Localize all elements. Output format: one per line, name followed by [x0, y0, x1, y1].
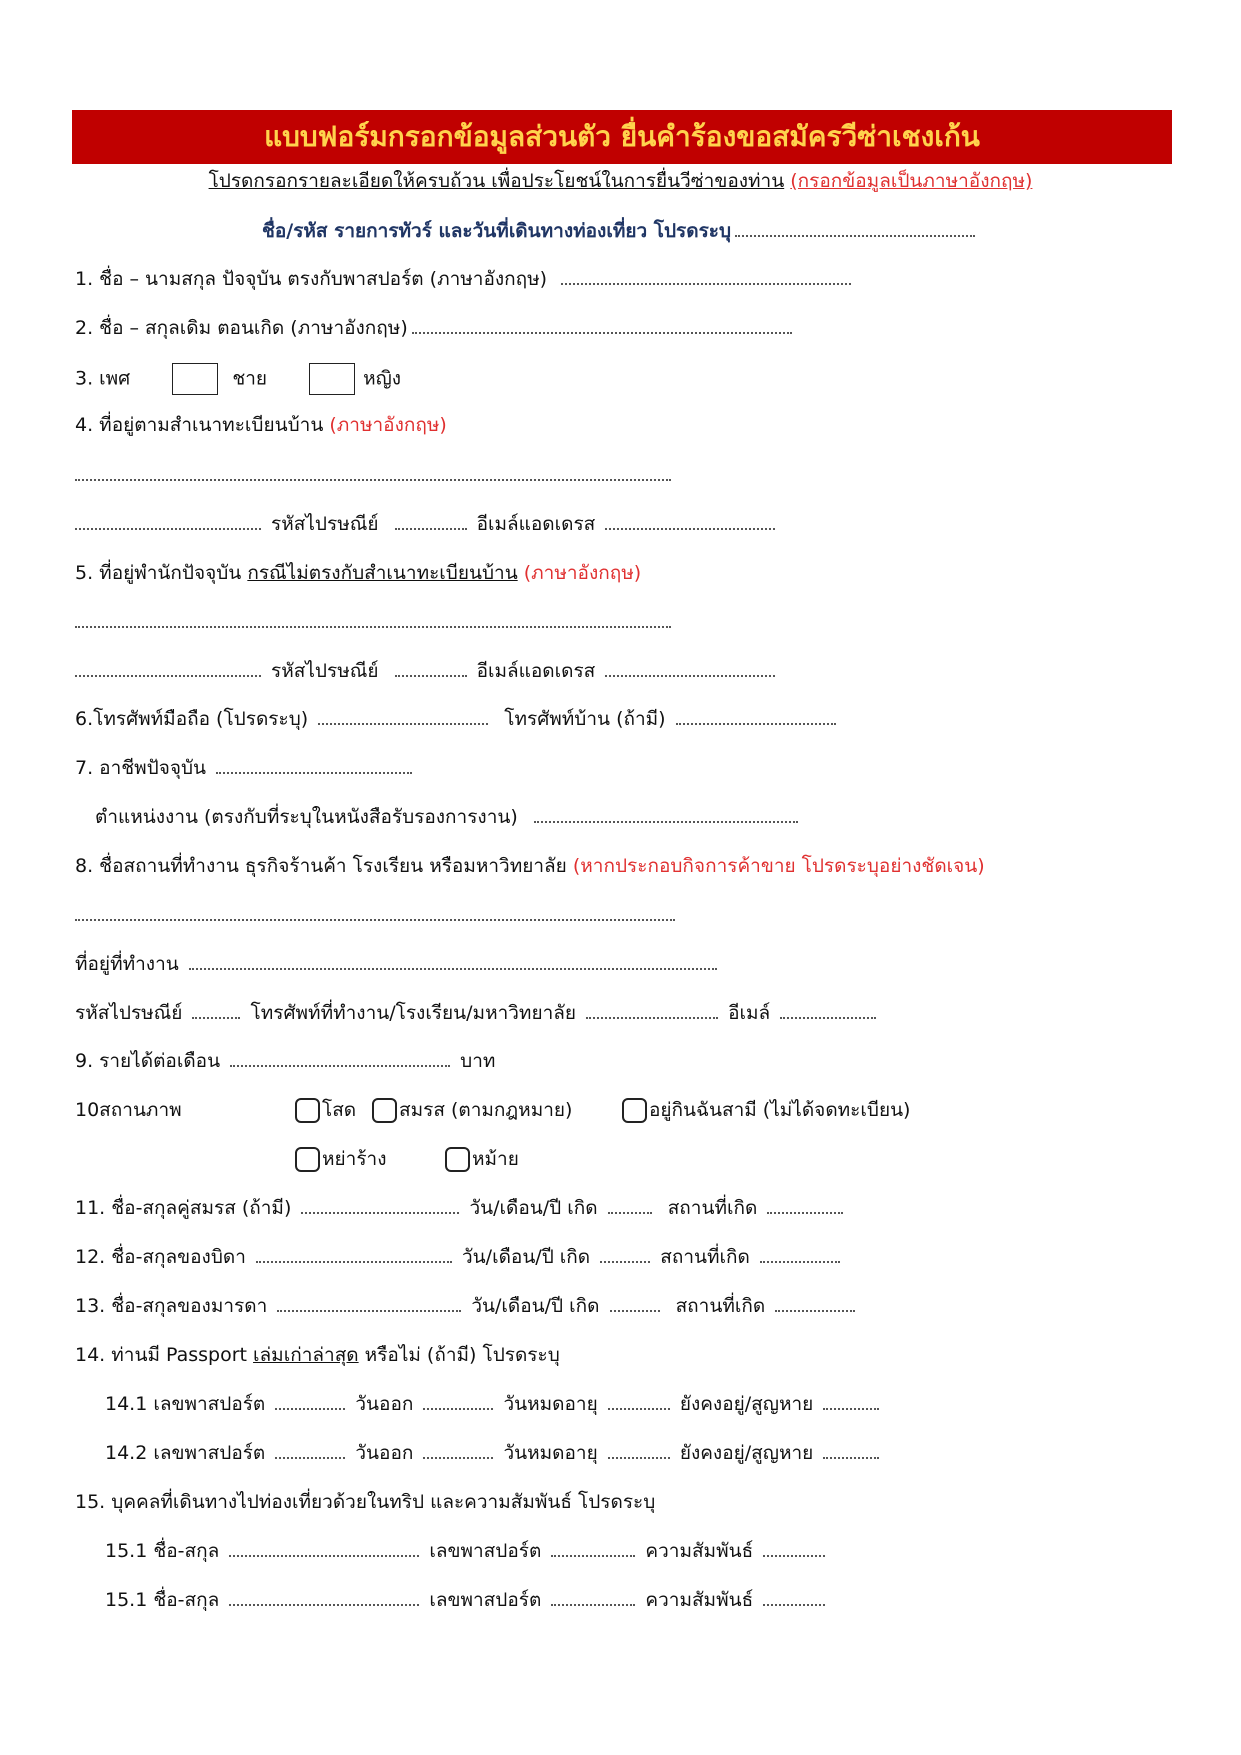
status-cohabit-label: อยู่กินฉันสามี (ไม่ได้จดทะเบียน): [649, 1099, 911, 1121]
q11-pob-field[interactable]: [767, 1208, 843, 1214]
q1-label: 1. ชื่อ – นามสกุล ปัจจุบัน ตรงกับพาสปอร์ต (ภาษาอังกฤษ): [75, 268, 548, 290]
q8-contact-line: [75, 1000, 880, 1026]
q5-address-field-2[interactable]: [75, 671, 261, 677]
q9-income-field[interactable]: [230, 1061, 450, 1067]
q7-position-label: ตำแหน่งงาน (ตรงกับที่ระบุในหนังสือรับรองการงาน): [95, 806, 518, 828]
companion-2-relation-label: ความสัมพันธ์: [645, 1589, 754, 1611]
q8-email-label: อีเมล์: [728, 1002, 771, 1024]
companion-2-passport-field[interactable]: [551, 1600, 635, 1606]
status-widowed-option[interactable]: [445, 1146, 519, 1172]
q11-dob-label: วัน/เดือน/ปี เกิด: [469, 1197, 598, 1219]
q5-underlined: กรณีไม่ตรงกับสำเนาทะเบียนบ้าน: [247, 562, 518, 584]
q5-email-label: อีเมล์แอดเดรส: [476, 660, 596, 682]
q11-pob-label: สถานที่เกิด: [667, 1197, 758, 1219]
question-8: [75, 853, 985, 879]
question-13: [75, 1293, 859, 1319]
q4-address-field-2[interactable]: [75, 524, 261, 530]
q6-home-field[interactable]: [676, 719, 836, 725]
question-1: [75, 266, 855, 292]
q4-postal-field[interactable]: [395, 524, 467, 530]
status-cohabit-checkbox[interactable]: [622, 1098, 647, 1123]
q8-name-field[interactable]: [75, 915, 675, 921]
q15-label: 15. บุคคลที่เดินทางไปท่องเที่ยวด้วยในทริป และความสัมพันธ์ โปรดระบุ: [75, 1491, 656, 1513]
passport-2-expiry-field[interactable]: [608, 1453, 670, 1459]
q12-dob-label: วัน/เดือน/ปี เกิด: [462, 1246, 591, 1268]
q13-name-field[interactable]: [277, 1306, 461, 1312]
q9-unit: บาท: [460, 1050, 496, 1072]
q10-label: 10สถานภาพ: [75, 1099, 182, 1121]
question-11: [75, 1195, 847, 1221]
q6-mobile-field[interactable]: [318, 719, 488, 725]
passport-2-status-label: ยังคงอยู่/สูญหาย: [679, 1442, 814, 1464]
q6-mobile-label: 6.โทรศัพท์มือถือ (โปรดระบุ): [75, 708, 309, 730]
status-single-label: โสด: [322, 1099, 357, 1121]
q12-dob-field[interactable]: [600, 1257, 650, 1263]
q5-postal-label: รหัสไปรษณีย์: [271, 660, 379, 682]
q8-label: 8. ชื่อสถานที่ทำงาน ธุรกิจร้านค้า โรงเรียน หรือมหาวิทยาลัย: [75, 855, 567, 877]
q13-pob-label: สถานที่เกิด: [675, 1295, 766, 1317]
q11-name-field[interactable]: [301, 1208, 459, 1214]
q14-post: หรือไม่ (ถ้ามี) โปรดระบุ: [364, 1344, 560, 1366]
status-married-option[interactable]: [372, 1097, 572, 1123]
q3-label: 3. เพศ: [75, 367, 131, 390]
status-divorced-checkbox[interactable]: [295, 1147, 320, 1172]
passport-2-number-label: 14.2 เลขพาสปอร์ต: [105, 1442, 266, 1464]
q5-address-field[interactable]: [75, 622, 671, 628]
q7-position-field[interactable]: [534, 817, 798, 823]
q12-pob-field[interactable]: [760, 1257, 840, 1263]
q5-email-field[interactable]: [605, 671, 775, 677]
q4-postal-email-line: [75, 511, 779, 537]
status-married-label: สมรส (ตามกฎหมาย): [399, 1099, 573, 1121]
question-9: [75, 1048, 495, 1074]
gender-female-label: หญิง: [363, 367, 402, 390]
subtitle-note: (กรอกข้อมูลเป็นภาษาอังกฤษ): [790, 170, 1033, 192]
q5-address-line: [75, 609, 675, 635]
form-title: แบบฟอร์มกรอกข้อมูลส่วนตัว ยื่นคำร้องขอสมัครวีซ่าเชงเก้น: [264, 120, 980, 153]
question-14: [75, 1342, 560, 1368]
status-widowed-label: หม้าย: [472, 1148, 519, 1170]
status-cohabit-option[interactable]: [622, 1097, 910, 1123]
q11-dob-field[interactable]: [608, 1208, 652, 1214]
passport-1-expiry-label: วันหมดอายุ: [503, 1393, 598, 1415]
q2-field[interactable]: [412, 328, 792, 334]
q13-dob-field[interactable]: [610, 1306, 660, 1312]
q8-work-address-field[interactable]: [189, 964, 717, 970]
status-widowed-checkbox[interactable]: [445, 1147, 470, 1172]
status-single-checkbox[interactable]: [295, 1098, 320, 1123]
status-married-checkbox[interactable]: [372, 1098, 397, 1123]
q12-label: 12. ชื่อ-สกุลของบิดา: [75, 1246, 246, 1268]
q8-note: (หากประกอบกิจการค้าขาย โปรดระบุอย่างชัดเจน): [572, 855, 985, 877]
companion-2-name-label: 15.1 ชื่อ-สกุล: [105, 1589, 220, 1611]
tour-info-line: [0, 218, 1241, 244]
question-3: [75, 363, 401, 395]
passport-1-issue-label: วันออก: [355, 1393, 414, 1415]
passport-1-status-label: ยังคงอยู่/สูญหาย: [679, 1393, 814, 1415]
passport-2-number-field[interactable]: [275, 1453, 345, 1459]
q8-postal-label: รหัสไปรษณีย์: [75, 1002, 183, 1024]
q7-position-line: [95, 804, 802, 830]
question-4: [75, 412, 447, 438]
companion-1-passport-label: เลขพาสปอร์ต: [429, 1540, 542, 1562]
q4-email-field[interactable]: [605, 524, 775, 530]
q4-address-line: [75, 462, 675, 488]
companion-row-1: [105, 1538, 829, 1564]
q4-note: (ภาษาอังกฤษ): [329, 414, 447, 436]
q8-email-field[interactable]: [780, 1013, 876, 1019]
question-7: [75, 755, 416, 781]
q13-label: 13. ชื่อ-สกุลของมารดา: [75, 1295, 268, 1317]
companion-1-name-field[interactable]: [229, 1551, 419, 1557]
companion-1-name-label: 15.1 ชื่อ-สกุล: [105, 1540, 220, 1562]
q8-address-line: [75, 951, 721, 977]
q7-field[interactable]: [216, 768, 412, 774]
tour-info-label: ชื่อ/รหัส รายการทัวร์ และวันที่เดินทางท่องเที่ยว โปรดระบุ: [261, 220, 732, 242]
q5-note: (ภาษาอังกฤษ): [523, 562, 642, 584]
passport-1-issue-field[interactable]: [423, 1404, 493, 1410]
q8-name-line: [75, 902, 679, 928]
q12-name-field[interactable]: [256, 1257, 452, 1263]
q4-email-label: อีเมล์แอดเดรส: [476, 513, 596, 535]
q1-field[interactable]: [561, 279, 851, 285]
passport-2-expiry-label: วันหมดอายุ: [503, 1442, 598, 1464]
form-title-banner: [72, 110, 1172, 164]
passport-2-issue-label: วันออก: [355, 1442, 414, 1464]
q2-label: 2. ชื่อ – สกุลเดิม ตอนเกิด (ภาษาอังกฤษ): [75, 317, 408, 339]
q8-postal-field[interactable]: [192, 1013, 240, 1019]
question-5: [75, 560, 641, 586]
companion-1-relation-field[interactable]: [763, 1551, 825, 1557]
gender-male-checkbox[interactable]: [172, 363, 218, 395]
q8-work-address-label: ที่อยู่ที่ทำงาน: [75, 953, 179, 975]
q12-pob-label: สถานที่เกิด: [660, 1246, 750, 1268]
companion-2-relation-field[interactable]: [763, 1600, 825, 1606]
q4-label: 4. ที่อยู่ตามสำเนาทะเบียนบ้าน: [75, 414, 324, 436]
question-15: [75, 1489, 655, 1515]
gender-male-label: ชาย: [232, 367, 268, 390]
q14-underlined: เล่มเก่าล่าสุด: [253, 1344, 359, 1366]
question-2: [75, 315, 796, 341]
q14-pre: 14. ท่านมี Passport: [75, 1344, 247, 1366]
q13-dob-label: วัน/เดือน/ปี เกิด: [471, 1295, 600, 1317]
form-subtitle: [0, 168, 1241, 194]
q8-work-phone-label: โทรศัพท์ที่ทำงาน/โรงเรียน/มหาวิทยาลัย: [250, 1002, 577, 1024]
tour-info-field[interactable]: [735, 231, 975, 237]
passport-2-issue-field[interactable]: [423, 1453, 493, 1459]
q4-address-field[interactable]: [75, 475, 671, 481]
question-10-label: [75, 1097, 182, 1123]
passport-1-number-field[interactable]: [275, 1404, 345, 1410]
q11-label: 11. ชื่อ-สกุลคู่สมรส (ถ้ามี): [75, 1197, 292, 1219]
q6-home-label: โทรศัพท์บ้าน (ถ้ามี): [504, 708, 666, 730]
companion-row-2: [105, 1587, 829, 1613]
q13-pob-field[interactable]: [775, 1306, 855, 1312]
passport-row-2: [105, 1440, 883, 1466]
passport-row-1: [105, 1391, 883, 1417]
q8-work-phone-field[interactable]: [586, 1013, 718, 1019]
q5-postal-field[interactable]: [395, 671, 467, 677]
companion-2-name-field[interactable]: [229, 1600, 419, 1606]
status-divorced-label: หย่าร้าง: [322, 1148, 387, 1170]
q4-postal-label: รหัสไปรษณีย์: [271, 513, 379, 535]
passport-1-status-field[interactable]: [823, 1404, 879, 1410]
companion-1-passport-field[interactable]: [551, 1551, 635, 1557]
companion-2-passport-label: เลขพาสปอร์ต: [429, 1589, 542, 1611]
status-divorced-option[interactable]: [295, 1146, 386, 1172]
status-single-option[interactable]: [295, 1097, 356, 1123]
passport-2-status-field[interactable]: [823, 1453, 879, 1459]
q7-label: 7. อาชีพปัจจุบัน: [75, 757, 207, 779]
q5-postal-email-line: [75, 658, 779, 684]
q5-label: 5. ที่อยู่พำนักปัจจุบัน: [75, 562, 242, 584]
subtitle-main: โปรดกรอกรายละเอียดให้ครบถ้วน เพื่อประโยชน์ในการยื่นวีซ่าของท่าน: [208, 170, 785, 192]
question-12: [75, 1244, 844, 1270]
gender-female-checkbox[interactable]: [309, 363, 355, 395]
q9-label: 9. รายได้ต่อเดือน: [75, 1050, 221, 1072]
passport-1-expiry-field[interactable]: [608, 1404, 670, 1410]
companion-1-relation-label: ความสัมพันธ์: [645, 1540, 754, 1562]
passport-1-number-label: 14.1 เลขพาสปอร์ต: [105, 1393, 266, 1415]
question-6: [75, 706, 840, 732]
